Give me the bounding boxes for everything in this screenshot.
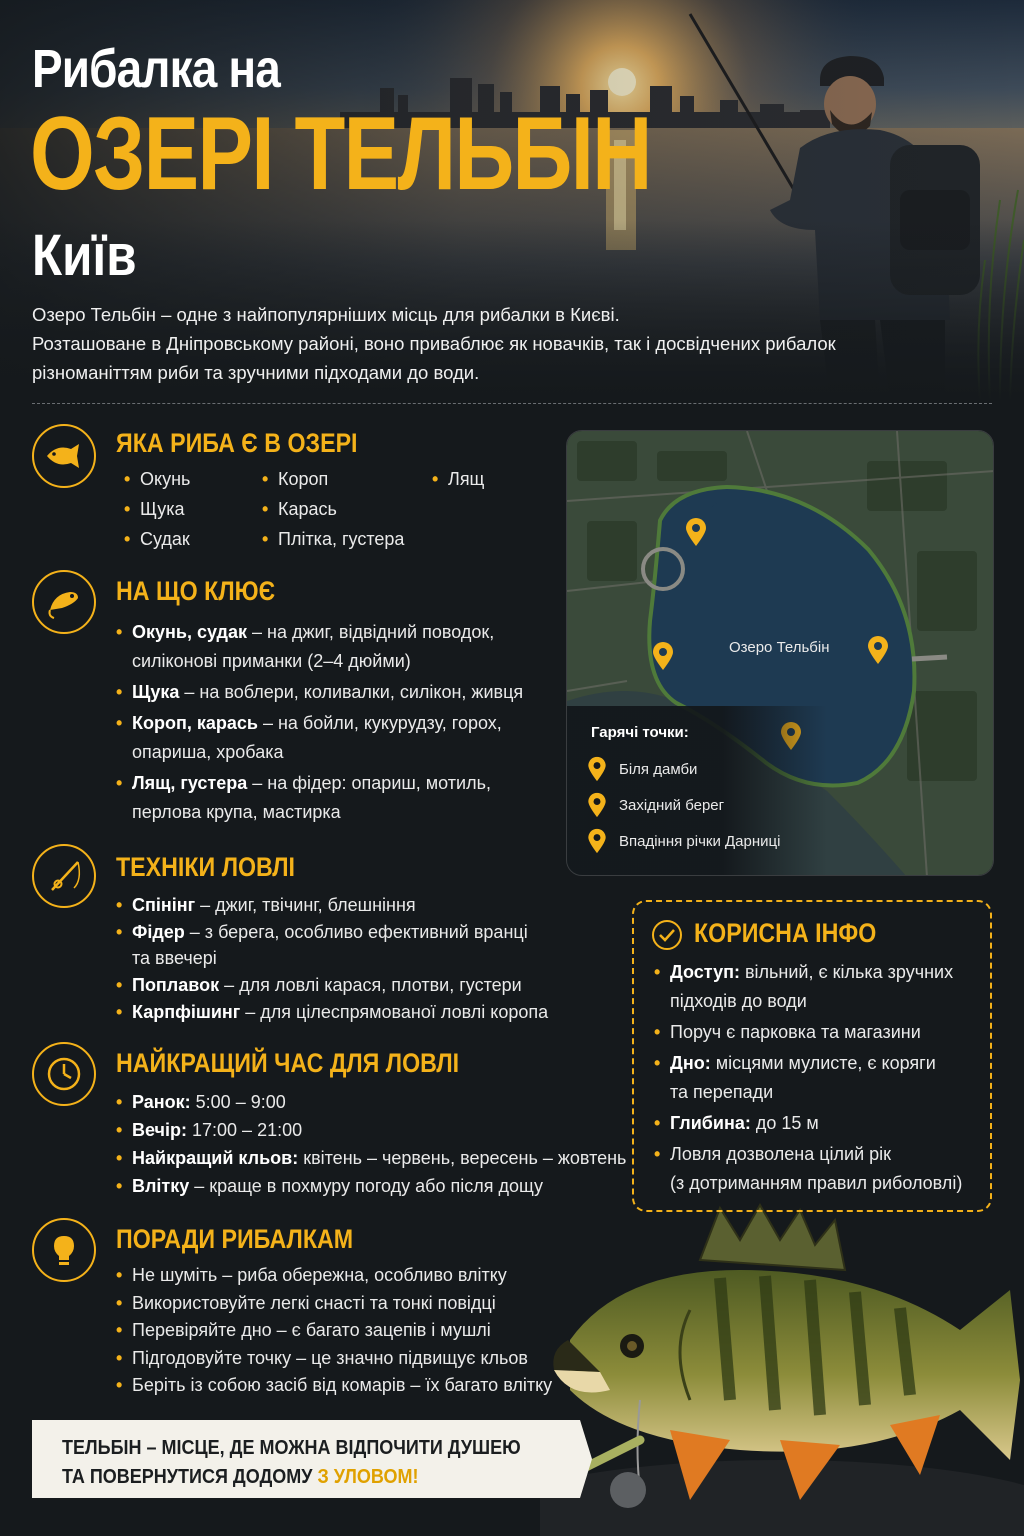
technique-item-label: Карпфішинг — [132, 1002, 241, 1022]
tips-section — [32, 1218, 592, 1408]
map-pin-icon — [685, 517, 707, 547]
hotspot-label: Впадіння річки Дарниці — [619, 832, 781, 850]
info-item-text: місцями мулисте, є коряги — [710, 1053, 936, 1073]
info-item-text: Поруч є парковка та магазини — [670, 1022, 921, 1042]
perch-illustration — [540, 1200, 1024, 1536]
info-list — [670, 958, 990, 1200]
technique-section — [32, 844, 592, 1029]
technique-item-text-2: та ввечері — [132, 948, 217, 968]
bait-item-text-2: перлова крупа, мастирка — [132, 802, 341, 822]
hotspot-label: Біля дамби — [619, 760, 698, 778]
time-item-label: Найкращий кльов: — [132, 1148, 299, 1168]
info-item-text: вільний, є кілька зручних — [739, 962, 954, 982]
bait-item-text-2: опариша, хробака — [132, 742, 284, 762]
tip-item: • Використовуйте легкі снасті та тонкі повідці — [132, 1290, 592, 1318]
technique-item-text: – з берега, особливо ефективний вранці — [184, 922, 528, 942]
closing-banner-text — [62, 1434, 521, 1492]
info-item-label: Доступ: — [670, 962, 740, 982]
technique-section-title: ТЕХНІКИ ЛОВЛІ — [116, 852, 295, 882]
technique-item-label: Фідер — [132, 922, 185, 942]
hotspot-item — [587, 828, 780, 854]
fish-col-1 — [140, 464, 190, 554]
banner-highlight: З УЛОВОМ! — [317, 1466, 419, 1488]
bait-item — [132, 678, 552, 707]
fish-item: • Щука — [140, 494, 190, 524]
fish-item: • Лящ — [448, 464, 484, 494]
fishing-rod-icon — [32, 844, 96, 908]
closing-banner — [32, 1420, 592, 1498]
lake-map — [566, 430, 994, 876]
bait-item-label: Щука — [132, 682, 180, 702]
checkmark-icon — [652, 920, 682, 950]
bait-item-text: – на воблери, коливалки, силікон, живця — [179, 682, 524, 702]
info-section-title: КОРИСНА ІНФО — [694, 918, 877, 948]
info-item-label: Дно: — [670, 1053, 711, 1073]
banner-line-1: ТЕЛЬБІН – МІСЦЕ, ДЕ МОЖНА ВІДПОЧИТИ ДУШЕЮ — [62, 1437, 521, 1459]
info-item-text: Ловля дозволена цілий рік — [670, 1144, 892, 1164]
fish-icon — [32, 424, 96, 488]
intro-line-1: Озеро Тельбін – одне з найпопулярніших місць для рибалки в Києві. — [32, 304, 620, 325]
time-section-title: НАЙКРАЩИЙ ЧАС ДЛЯ ЛОВЛІ — [116, 1048, 460, 1078]
tip-item: • Беріть із собою засіб від комарів – їх багато влітку — [132, 1372, 592, 1400]
time-section — [32, 1042, 632, 1202]
bait-item-text: – на фідер: опариш, мотиль, — [247, 773, 491, 793]
fish-item: • Окунь — [140, 464, 190, 494]
title-line-2: ОЗЕРІ ТЕЛЬБІН — [30, 96, 651, 212]
bait-item-text-2: силіконові приманки (2–4 дюйми) — [132, 651, 411, 671]
map-pin-icon — [587, 792, 607, 818]
time-item — [132, 1116, 652, 1144]
banner-line-2 — [62, 1463, 521, 1492]
technique-item — [132, 999, 582, 1025]
tips-section-title: ПОРАДИ РИБАЛКАМ — [116, 1224, 354, 1254]
info-item — [670, 1109, 990, 1138]
hero-banner — [0, 0, 1024, 400]
tips-list — [132, 1262, 592, 1400]
fish-item: • Судак — [140, 524, 190, 554]
bait-item — [132, 618, 552, 676]
hotspot-item — [587, 792, 724, 818]
info-item-text-2: та перепади — [670, 1082, 774, 1102]
technique-item-label: Поплавок — [132, 975, 220, 995]
info-item-text-2: підходів до води — [670, 991, 807, 1011]
technique-item — [132, 972, 582, 998]
intro-line-2: Розташоване в Дніпровському районі, воно приваблює як новачків, так і досвідчених рибалок — [32, 333, 836, 354]
bait-item-text: – на джиг, відвідний поводок, — [246, 622, 495, 642]
bait-item-label: Короп, карась — [132, 713, 258, 733]
fish-col-2 — [278, 464, 404, 554]
time-item-text: – краще в похмуру погоду або після дощу — [189, 1176, 544, 1196]
lake-label: Озеро Тельбін — [729, 639, 830, 656]
tip-item: • Перевіряйте дно – є багато зацепів і мушлі — [132, 1317, 592, 1345]
technique-item-text: – для цілеспрямованої ловлі коропа — [240, 1002, 549, 1022]
time-item-label: Влітку — [132, 1176, 190, 1196]
info-item — [670, 958, 990, 1016]
bait-item — [132, 709, 552, 767]
info-item-text-2: (з дотриманням правил риболовлі) — [670, 1173, 963, 1193]
bait-item-label: Окунь, судак — [132, 622, 247, 642]
info-item — [670, 1049, 990, 1107]
map-pin-icon — [652, 641, 674, 671]
bait-section — [32, 570, 552, 830]
tip-item: • Підгодовуйте точку – це значно підвищує кльов — [132, 1345, 592, 1373]
intro-text — [32, 300, 912, 387]
bait-item — [132, 769, 552, 827]
lure-icon — [32, 570, 96, 634]
time-item-text: квітень – червень, вересень – жовтень — [298, 1148, 627, 1168]
time-item — [132, 1088, 652, 1116]
intro-line-3: різноманіттям риби та зручними підходами до води. — [32, 362, 480, 383]
banner-line-2-main: ТА ПОВЕРНУТИСЯ ДОДОМУ — [62, 1466, 318, 1488]
bait-item-label: Лящ, густера — [132, 773, 248, 793]
info-item-text: до 15 м — [750, 1113, 819, 1133]
technique-item — [132, 892, 582, 918]
time-item-text: 17:00 – 21:00 — [187, 1120, 303, 1140]
tip-item: • Не шуміть – риба обережна, особливо влітку — [132, 1262, 592, 1290]
fish-item: • Плітка, густера — [278, 524, 404, 554]
section-divider — [32, 403, 992, 404]
time-list — [132, 1088, 652, 1200]
lightbulb-icon — [32, 1218, 96, 1282]
bait-item-text: – на бойли, кукурудзу, горох, — [257, 713, 502, 733]
info-item — [670, 1018, 990, 1047]
time-item-label: Вечір: — [132, 1120, 188, 1140]
fish-section-title: ЯКА РИБА Є В ОЗЕРІ — [116, 428, 358, 458]
hotspots-panel — [567, 706, 827, 876]
technique-item-text: – джиг, твічинг, блешніння — [195, 895, 416, 915]
technique-item — [132, 919, 582, 971]
hotspot-label: Західний берег — [619, 796, 725, 814]
fish-item: • Карась — [278, 494, 404, 524]
useful-info-box — [632, 900, 992, 1212]
time-item-label: Ранок: — [132, 1092, 191, 1112]
hotspots-title: Гарячі точки: — [591, 724, 689, 741]
title-line-1: Рибалка на — [32, 39, 280, 99]
map-pin-icon — [587, 756, 607, 782]
fish-item: • Короп — [278, 464, 404, 494]
technique-item-text: – для ловлі карася, плотви, густери — [219, 975, 522, 995]
clock-icon — [32, 1042, 96, 1106]
time-item-text: 5:00 – 9:00 — [190, 1092, 286, 1112]
bait-section-title: НА ЩО КЛЮЄ — [116, 576, 276, 606]
fish-col-3 — [448, 464, 484, 494]
map-pin-icon — [587, 828, 607, 854]
technique-item-label: Спінінг — [132, 895, 196, 915]
time-item — [132, 1172, 652, 1200]
time-item — [132, 1144, 652, 1172]
info-item — [670, 1140, 990, 1198]
bait-list — [132, 618, 552, 829]
hotspot-item — [587, 756, 697, 782]
fish-section — [32, 424, 552, 554]
info-item-label: Глибина: — [670, 1113, 751, 1133]
technique-list — [132, 892, 582, 1026]
map-pin-icon — [867, 635, 889, 665]
title-line-3: Київ — [32, 223, 137, 288]
